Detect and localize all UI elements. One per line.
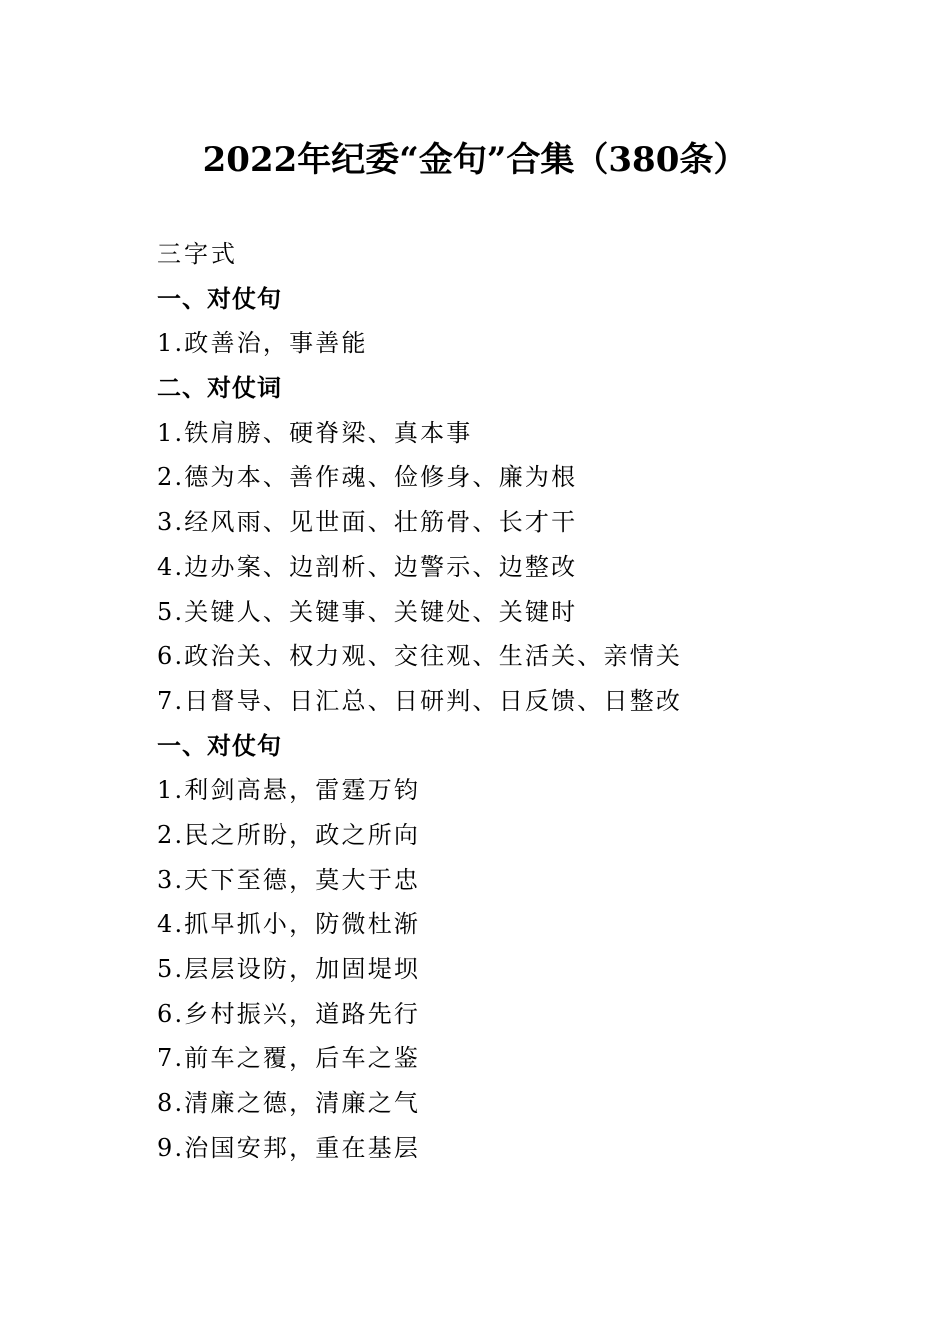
list-item: 6.乡村振兴，道路先行 [157,999,421,1028]
section-heading: 一、对仗句 [157,731,282,760]
list-item: 8.清廉之德，清廉之气 [157,1089,421,1118]
list-item: 3.经风雨、见世面、壮筋骨、长才干 [157,508,578,537]
list-item: 2.德为本、善作魂、俭修身、廉为根 [157,463,578,492]
list-item: 7.前车之覆，后车之鉴 [157,1044,421,1073]
section-heading: 一、对仗句 [157,284,282,313]
list-item: 2.民之所盼，政之所向 [157,820,421,849]
list-item: 3.天下至德，莫大于忠 [157,865,421,894]
list-item: 9.治国安邦，重在基层 [157,1133,421,1162]
list-item: 1.利剑高悬，雷霆万钧 [157,776,421,805]
list-item: 5.关键人、关键事、关键处、关键时 [157,597,578,626]
list-item: 4.抓早抓小，防微杜渐 [157,910,421,939]
document-body [157,232,877,1170]
list-item: 1.政善治，事善能 [157,329,368,358]
list-item: 6.政治关、权力观、交往观、生活关、亲情关 [157,642,683,671]
list-item: 7.日督导、日汇总、日研判、日反馈、日整改 [157,686,683,715]
list-item: 4.边办案、边剖析、边警示、边整改 [157,552,578,581]
page-title: 2022年纪委“金句”合集（380条） [202,140,748,180]
section-heading: 二、对仗词 [157,374,282,403]
list-item: 1.铁肩膀、硬脊梁、真本事 [157,418,473,447]
list-item: 5.层层设防，加固堤坝 [157,955,421,983]
section-subtitle: 三字式 [157,240,238,268]
